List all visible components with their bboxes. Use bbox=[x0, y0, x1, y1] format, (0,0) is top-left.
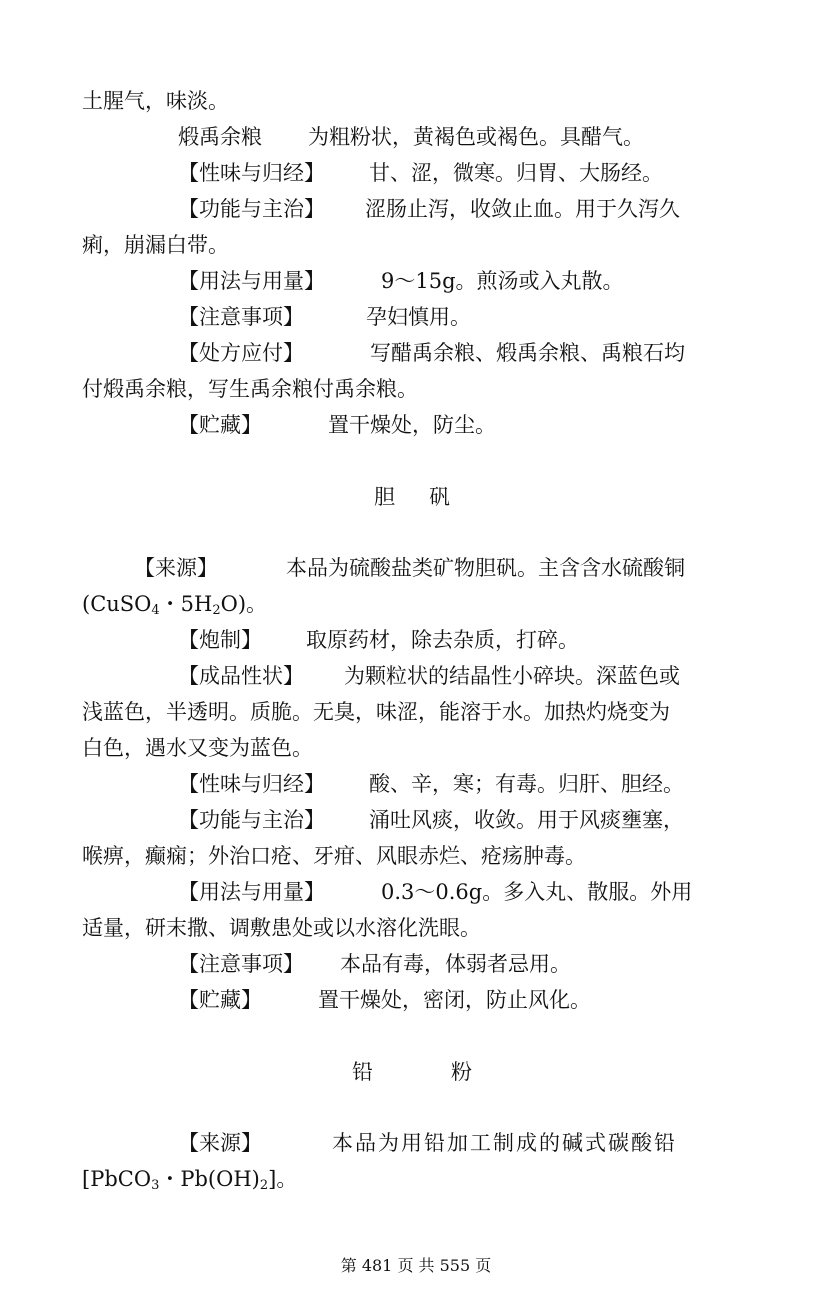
formula-line: [PbCO$_3$・$Pb(OH)_2$]。 bbox=[82, 1167, 298, 1193]
formula-line: (CuSO$_4$・$5H_2O$)。 bbox=[82, 592, 268, 618]
section-label: 【性味与归经】 bbox=[178, 772, 325, 796]
section-label: 【来源】 bbox=[134, 556, 218, 580]
page-number: 第 481 页 共 555 页 bbox=[340, 1256, 492, 1275]
section-label: 【注意事项】 bbox=[178, 305, 304, 329]
section-label: 【贮藏】 bbox=[178, 413, 262, 437]
text-line bbox=[178, 158, 663, 188]
text-line: 土腥气，味淡。 bbox=[82, 89, 229, 113]
section-text: 本品为用铅加工制成的碱式碳酸铅 bbox=[332, 1131, 677, 1155]
text-line: 浅蓝色，半透明。质脆。无臭，味涩，能溶于水。加热灼烧变为 bbox=[82, 700, 670, 724]
section-text: 酸、辛，寒；有毒。归肝、胆经。 bbox=[369, 772, 684, 796]
section-text: 本品为硫酸盐类矿物胆矾。主含含水硫酸铜 bbox=[286, 556, 685, 580]
text-line bbox=[134, 553, 685, 583]
text-line bbox=[178, 266, 624, 296]
text-line bbox=[178, 194, 680, 224]
section-label: 【用法与用量】 bbox=[178, 880, 325, 904]
section-label: 【炮制】 bbox=[178, 628, 262, 652]
entry-title: 胆 矾 bbox=[374, 485, 450, 509]
section-text: 孕妇慎用。 bbox=[366, 305, 471, 329]
section-text: 置干燥处，防尘。 bbox=[328, 413, 496, 437]
item-text: 为粗粉状，黄褐色或褐色。具醋气。 bbox=[308, 125, 644, 149]
section-text: 涩肠止泻，收敛止血。用于久泻久 bbox=[365, 197, 680, 221]
section-text: 涌吐风痰，收敛。用于风痰壅塞， bbox=[369, 808, 684, 832]
section-text: 置干燥处，密闭，防止风化。 bbox=[318, 988, 591, 1012]
item-label: 煅禹余粮 bbox=[178, 125, 262, 149]
text-line bbox=[178, 625, 579, 655]
section-label: 【功能与主治】 bbox=[178, 197, 325, 221]
text-line bbox=[178, 985, 591, 1015]
text-line bbox=[178, 877, 692, 907]
text-line bbox=[178, 769, 684, 799]
section-text: 0.3～0.6g。多入丸、散服。外用 bbox=[381, 880, 693, 904]
section-text: 甘、涩，微寒。归胃、大肠经。 bbox=[369, 161, 663, 185]
text-line bbox=[178, 805, 684, 835]
section-label: 【贮藏】 bbox=[178, 988, 262, 1012]
text-line: 付煅禹余粮，写生禹余粮付禹余粮。 bbox=[82, 377, 418, 401]
text-line: 适量，研末撒、调敷患处或以水溶化洗眼。 bbox=[82, 916, 481, 940]
section-label: 【用法与用量】 bbox=[178, 269, 325, 293]
text-line: 痢，崩漏白带。 bbox=[82, 233, 229, 257]
section-label: 【来源】 bbox=[178, 1131, 262, 1155]
entry-title: 铅 粉 bbox=[352, 1060, 472, 1084]
section-label: 【功能与主治】 bbox=[178, 808, 325, 832]
text-line bbox=[178, 302, 471, 332]
section-text: 本品有毒，体弱者忌用。 bbox=[340, 952, 571, 976]
text-line: 白色，遇水又变为蓝色。 bbox=[82, 736, 313, 760]
text-line bbox=[178, 410, 496, 440]
section-label: 【成品性状】 bbox=[178, 664, 304, 688]
section-text: 9～15g。煎汤或入丸散。 bbox=[381, 269, 624, 293]
section-text: 为颗粒状的结晶性小碎块。深蓝色或 bbox=[344, 664, 680, 688]
section-label: 【处方应付】 bbox=[178, 341, 304, 365]
section-text: 写醋禹余粮、煅禹余粮、禹粮石均 bbox=[370, 341, 685, 365]
section-text: 取原药材，除去杂质，打碎。 bbox=[306, 628, 579, 652]
text-line: 喉痹，癫痫；外治口疮、牙疳、风眼赤烂、疮疡肿毒。 bbox=[82, 844, 586, 868]
section-label: 【注意事项】 bbox=[178, 952, 304, 976]
text-line bbox=[178, 949, 571, 979]
section-label: 【性味与归经】 bbox=[178, 161, 325, 185]
text-line bbox=[178, 338, 685, 368]
text-line bbox=[178, 661, 680, 691]
text-line bbox=[178, 122, 644, 152]
text-line bbox=[178, 1128, 677, 1158]
